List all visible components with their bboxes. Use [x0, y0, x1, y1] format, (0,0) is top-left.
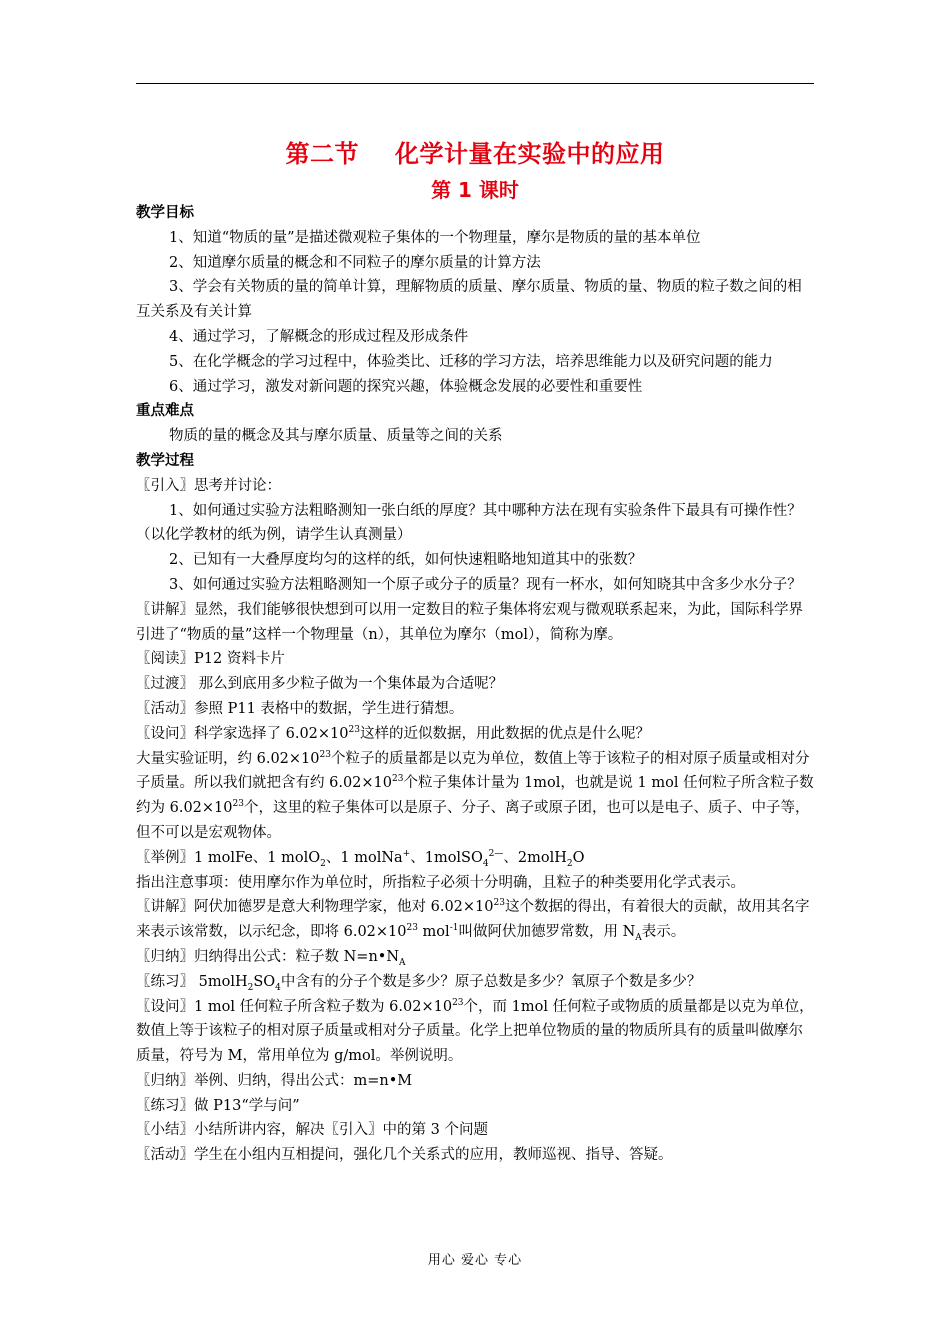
activity-line: 〖活动〗学生在小组内互相提问，强化几个关系式的应用，教师巡视、指导、答疑。	[136, 1147, 673, 1164]
summary-formula-line: 〖归纳〗归纳得出公式：粒子数 $N=n•N_A$	[136, 948, 406, 968]
recap-line: 〖小结〗小结所讲内容，解决〖引入〗中的第 3 个问题	[136, 1122, 488, 1139]
lesson-subtitle: 第 1 课时	[431, 178, 519, 202]
activity-line: 〖活动〗参照 P11 表格中的数据，学生进行猜想。	[136, 700, 464, 717]
section-title: 第二节 化学计量在实验中的应用	[285, 140, 665, 168]
transition-line: 〖过渡〗 那么到底用多少粒子做为一个集体最为合适呢？	[136, 676, 504, 693]
objective-item: 4、通过学习，了解概念的形成过程及形成条件	[169, 328, 469, 345]
objective-item: 6、通过学习，激发对新问题的探究兴趣，体验概念发展的必要性和重要性	[169, 378, 643, 395]
objective-item: 5、在化学概念的学习过程中，体验类比、迁移的学习方法，培养思维能力以及研究问题的能力	[169, 353, 773, 370]
evidence-paragraph: 大量实验证明，约 $6.02\times 10^{23}$个粒子的质量都是以克为单位，数值上等于该粒子的相对原子质量或相对分子质量。所以我们就把含有约 $6.02\times 10^{23}$个粒子集体计量为 1mol，也就是说 1 mol 任何粒子所含粒子数约为 $6.02\times 10^{23}$个，这里的粒子集体可以是原子、分子、离子或原子团，也可以是电子、质子、中子等，但不可以是宏观物体。	[136, 749, 814, 841]
objective-item: 2、知道摩尔质量的概念和不同粒子的摩尔质量的计算方法	[169, 254, 541, 271]
objective-item: 3、学会有关物质的量的简单计算，理解物质的质量、摩尔质量、物质的量、物质的粒子数之间的相互关系及有关计算	[136, 279, 802, 321]
question-item: 2、已知有一大叠厚度均匀的这样的纸，如何快速粗略地知道其中的张数？	[169, 552, 643, 569]
document-body	[136, 201, 814, 1168]
note-line: 指出注意事项：使用摩尔作为单位时，所指粒子必须十分明确，且粒子的种类要用化学式表示。	[136, 874, 745, 891]
explain-paragraph: 〖讲解〗显然，我们能够很快想到可以用一定数目的粒子集体将宏观与微观联系起来，为此，国际科学界引进了“物质的量”这样一个物理量（n），其单位为摩尔（mol），简称为摩。	[136, 601, 803, 643]
read-line: 〖阅读〗P12 资料卡片	[136, 651, 285, 668]
objectives-heading: 教学目标	[136, 205, 194, 221]
example-line: 〖举例〗1 molFe、1 molO$_2$、1 molNa+、1molSO$_4^{2—}$、2molH$_2$O	[136, 848, 585, 869]
practice-line: 〖练习〗做 P13“学与问”	[136, 1097, 300, 1114]
question-item: 3、如何通过实验方法粗略测知一个原子或分子的质量？现有一杯水，如何知晓其中含多少水分子？	[169, 576, 802, 593]
practice-line: 〖练习〗 $5molH_2SO_4$中含有的分子个数是多少？原子总数是多少？氧原子个数是多少？	[136, 973, 702, 993]
header-rule	[136, 83, 814, 84]
question-item: 1、如何通过实验方法粗略测知一张白纸的厚度？其中哪种方法在现有实验条件下最具有可操作性？（以化学教材的纸为例，请学生认真测量）	[136, 502, 802, 544]
molar-mass-paragraph: 〖设问〗1 mol 任何粒子所含粒子数为 $6.02\times 10^{23}$个，而 1mol 任何粒子或物质的质量都是以克为单位，数值上等于该粒子的相对原子质量或相对分子质量。化学上把单位物质的量的物质所具有的质量叫做摩尔质量，符号为 M，常用单位为 g/mol。举例说明。	[136, 997, 814, 1065]
key-points-text: 物质的量的概念及其与摩尔质量、质量等之间的关系	[169, 428, 503, 445]
page-footer: 用心 爱心 专心	[427, 1253, 523, 1268]
key-points-heading: 重点难点	[136, 403, 194, 420]
avogadro-paragraph: 〖讲解〗阿伏加德罗是意大利物理学家，他对 $6.02\times 10^{23}$这个数据的得出，有着很大的贡献，故用其名字来表示该常数，以示纪念，即将 $6.02\times 10^{23}$ mol$^{-1}$叫做阿伏加德罗常数，用 $N_A$表示。	[136, 898, 810, 943]
intro-line: 〖引入〗思考并讨论：	[136, 477, 281, 494]
question-line: 〖设问〗科学家选择了 $6.02\times 10^{23}$这样的近似数据，用此数据的优点是什么呢？	[136, 724, 650, 742]
summary-line: 〖归纳〗举例、归纳，得出公式：m=n•M	[136, 1072, 413, 1089]
objective-item: 1、知道“物质的量”是描述微观粒子集体的一个物理量，摩尔是物质的量的基本单位	[169, 229, 701, 246]
process-heading: 教学过程	[136, 452, 194, 469]
